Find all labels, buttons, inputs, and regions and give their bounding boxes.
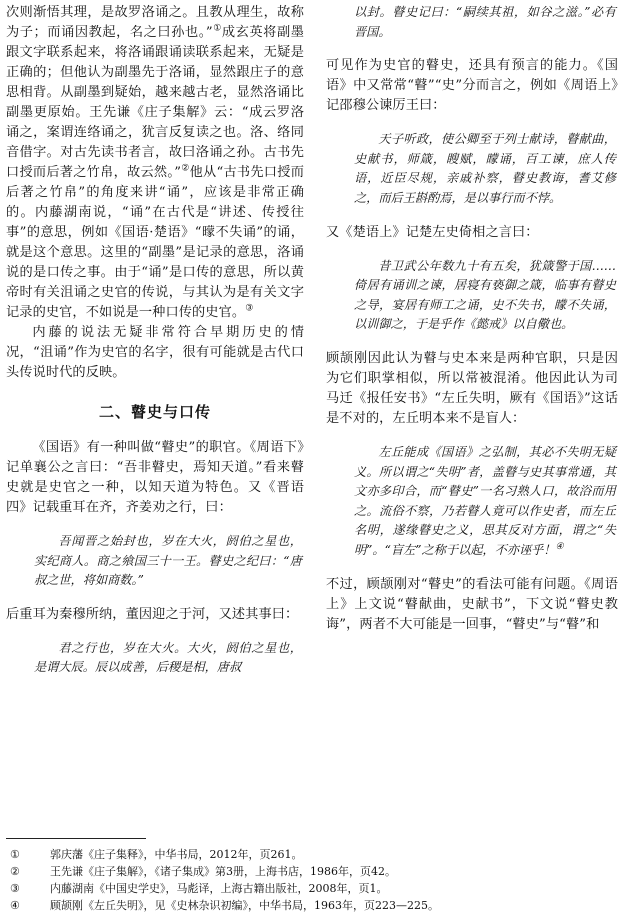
footnote-ref-1[interactable]: ① bbox=[212, 23, 222, 34]
block-quote-5: 左丘能成《国语》之弘制，其必不失明无疑义。所以谓之“失明”者，盖瞽与史其事常通，其文亦多印合，而“瞽史”一名习熟人口，故浴而用之。流俗不察，乃若瞽人竟可以作史者，而左丘名明，遂缘瞽史之义，思其反对方面，谓之“失明”。“盲左”之称于以起，不亦诬乎！④ bbox=[354, 444, 616, 557]
block-quote-2-continued: 以封。瞽史记曰：“嗣续其祖，如谷之滋。”必有晋国。 bbox=[354, 5, 616, 39]
footnotes bbox=[10, 846, 610, 914]
paragraph-5: 可见作为史官的瞽史，还具有预言的能力。《国语》中又常常“瞽”“史”分而言之，例如《周语上》记邵穆公谏厉王曰： bbox=[326, 58, 618, 114]
footnote-number: ② bbox=[10, 865, 20, 878]
paragraph-6: 又《楚语上》记楚左史倚相之言曰： bbox=[326, 224, 539, 240]
footnote-ref-4[interactable]: ④ bbox=[555, 541, 564, 552]
footnote-item bbox=[10, 897, 610, 914]
footnote-item bbox=[10, 863, 610, 880]
block-quote-1: 吾闻晋之始封也，岁在大火，阏伯之星也，实纪商人。商之飨国三十一王。瞽史之纪曰：“唐叔之世，将如商数。” bbox=[34, 534, 302, 588]
footnote-text: 王先谦《庄子集解》，《诸子集成》第3册，上海书店，1986年，页42。 bbox=[50, 865, 396, 878]
paragraph-7: 顾颉刚因此认为瞽与史本来是两种官职，只是因为它们职掌相似，所以常被混淆。他因此认为司马迁《报任安书》“左丘失明，厥有《国语》”这话是不对的，左丘明本来不是盲人： bbox=[326, 350, 618, 426]
paragraph-3: 《国语》有一种叫做“瞽史”的职官。《周语下》记单襄公之言曰：“吾非瞽史，焉知天道。”看来瞽史就是史官之一种，以知天道为特色。又《晋语四》记载重耳在齐，齐姜劝之行，曰： bbox=[6, 440, 304, 515]
footnote-ref-2[interactable]: ② bbox=[181, 163, 190, 174]
paragraph-4: 后重耳为秦穆所纳，董因迎之于河，又述其事曰： bbox=[6, 606, 299, 622]
footnote-ref-3[interactable]: ③ bbox=[245, 303, 254, 314]
footnote-number: ① bbox=[10, 848, 20, 861]
footnote-number: ③ bbox=[10, 882, 20, 895]
footnote-number: ④ bbox=[10, 899, 20, 912]
footnote-text: 顾颉刚《左丘失明》，见《史林杂识初编》，中华书局，1963年，页223—225。 bbox=[50, 899, 439, 912]
footnote-text: 内藤湖南《中国史学史》，马彪译，上海古籍出版社，2008年，页1。 bbox=[50, 882, 388, 895]
left-column bbox=[6, 3, 304, 678]
footnote-item bbox=[10, 846, 610, 863]
block-quote-2: 君之行也，岁在大火。大火，阏伯之星也，是谓大辰。辰以成善，后稷是相，唐叔 bbox=[34, 640, 302, 675]
block-quote-4: 昔卫武公年数九十有五矣，犹箴警于国……倚居有诵训之谏，居寝有亵御之箴，临事有瞽史之导，宴居有师工之诵，史不失书，矇不失诵，以训御之，于是乎作《懿戒》以自儆也。 bbox=[354, 258, 616, 332]
paragraph-8: 不过，顾颉刚对“瞽史”的看法可能有问题。《周语上》上文说“瞽献曲，史献书”，下文说“瞽史教诲”，两者不大可能是一回事，“瞽史”与“瞽”和 bbox=[326, 576, 618, 632]
block-quote-3: 天子听政，使公卿至于列士献诗，瞽献曲，史献书，师箴，瞍赋，矇诵，百工谏，庶人传语，近臣尽规，亲戚补察，瞽史教诲，耆艾修之，而后王斟酌焉，是以事行而不悖。 bbox=[354, 132, 616, 205]
paragraph-1: 次则渐悟其理，是故罗洛诵之。且教从理生，故称为子；而诵因教起，名之曰孙也。”①成玄英将副墨跟文字联系起来，将洛诵跟诵读联系起来，无疑是正确的；但他认为副墨先于洛诵，显然跟庄子的意思相背。从副墨到疑始，越来越古老，显然洛诵比副墨更原始。王先谦《庄子集解》云：“成云罗洛诵之，案谓连络诵之，犹言反复读之也。洛、络同音借字。对古先读书者言，故曰洛诵之孙。古书先口授而后著之竹帛，故云然。”②他从“古书先口授而后著之竹帛”的角度来讲“诵”，应该是非常正确的。内藤湖南说，“诵”在古代是“讲述、传授往事”的意思，例如《国语·楚语》“曚不失诵”的诵，就是这个意思。这里的“副墨”是记录的意思，洛诵说的是口传之事。由于“诵”是口传的意思，所以黄帝时有关沮诵之史官的传说，与其认为是有关文字记录的史官，不如说是一种口传的史官。③ bbox=[6, 5, 304, 320]
right-column bbox=[326, 3, 618, 635]
footnote-text: 郭庆藩《庄子集释》，中华书局，2012年，页261。 bbox=[50, 848, 303, 861]
footnote-divider bbox=[6, 838, 146, 839]
paragraph-2: 内藤的说法无疑非常符合早期历史的情况，“沮诵”作为史官的名字，很有可能就是古代口头传说时代的反映。 bbox=[6, 325, 304, 380]
section-heading: 二、瞽史与口传 bbox=[98, 403, 211, 421]
footnote-item bbox=[10, 880, 610, 897]
